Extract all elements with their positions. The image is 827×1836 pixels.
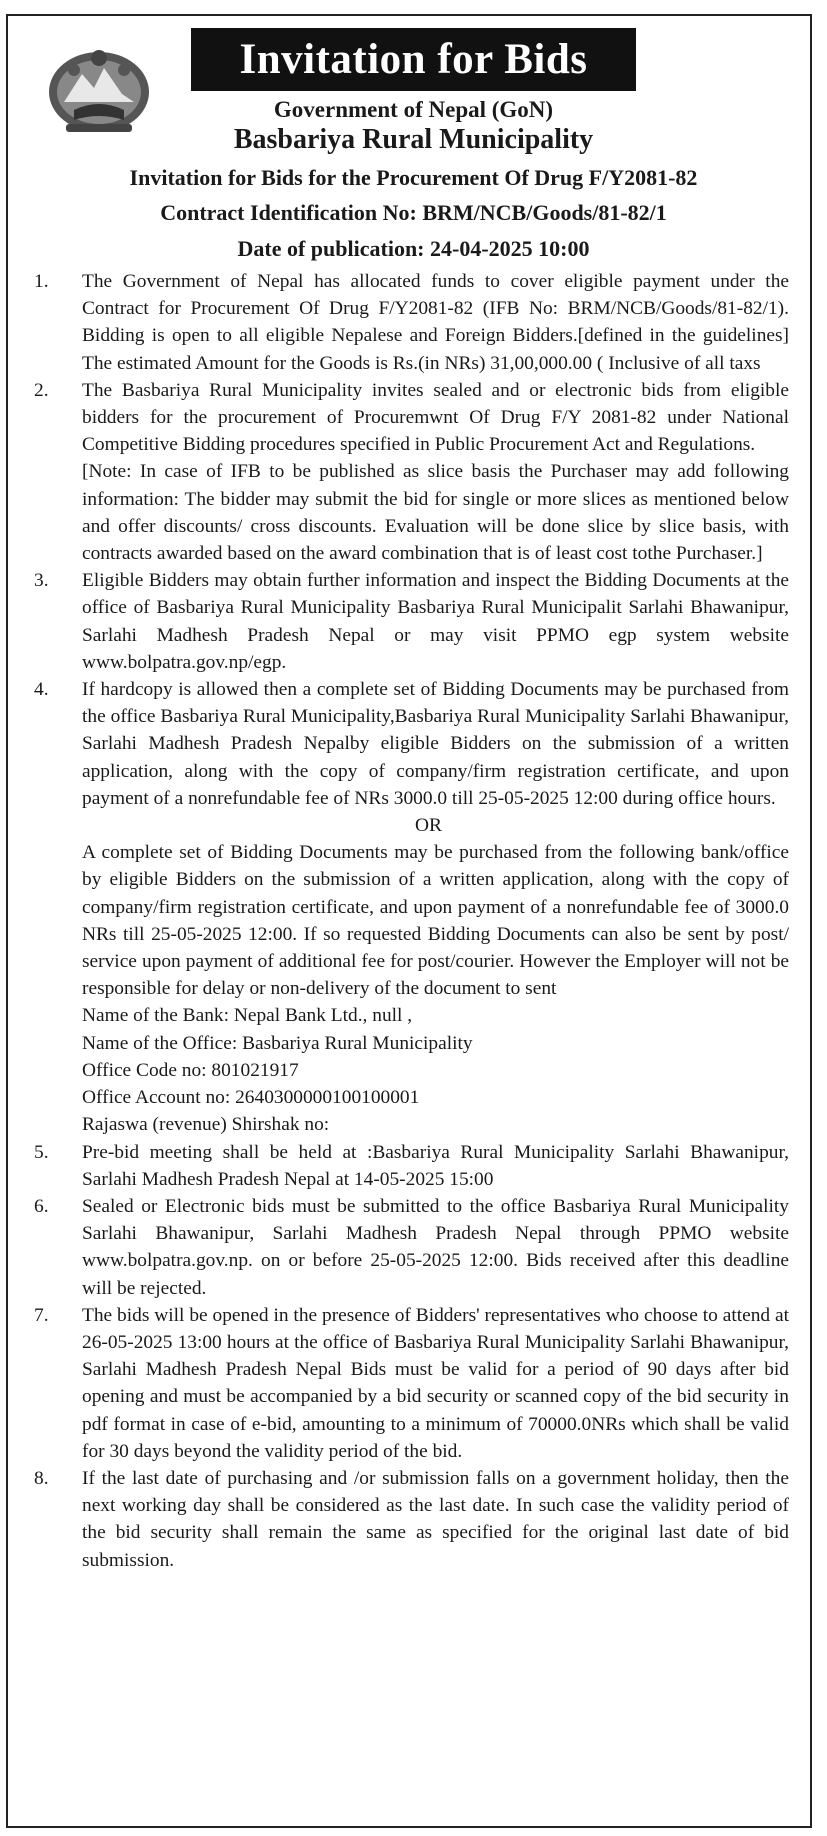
item-text: Eligible Bidders may obtain further information and inspect the Bidding Documents at the office of Basbariya Rural Municipality Basbariya Rural Municipalit Sarlahi Bhawanipur, Sarlahi Madhesh Pradesh Nepal or may visit PPMO egp system website www.bolpatra.gov.np/egp. [82, 570, 789, 673]
item-number: 1. [34, 271, 49, 292]
title-banner [191, 28, 636, 91]
bank-option-text: A complete set of Bidding Documents may be purchased from the following bank/office by eligible Bidders on the submission of a written application, along with the copy of company/firm registration certificate, and upon payment of a nonrefundable fee of 3000.0 NRs till 25-05-2025 12:00. If so requested Bidding Documents can also be sent by post/ service upon payment of additional fee for post/courier. However the Employer will not be responsible for delay or non-delivery of the document to sent [82, 842, 789, 1000]
item-text: The bids will be opened in the presence of Bidders' representatives who choose to attend at 26-05-2025 13:00 hours at the office of Basbariya Rural Municipality Sarlahi Bhawanipur, Sarlahi Madhesh Pradesh Nepal Bids must be valid for a period of 90 days after bid opening and must be accompanied by a bid security or scanned copy of the bid security in pdf format in case of e-bid, amounting to a minimum of 70000.0NRs which shall be valid for 30 days beyond the validity period of the bid. [82, 1304, 789, 1462]
item-number: 7. [34, 1304, 49, 1326]
list-item [0, 377, 827, 459]
item-number: 2. [34, 379, 49, 401]
office-code: Office Code no: 801021917 [82, 1059, 299, 1081]
item-text: If the last date of purchasing and /or submission falls on a government holiday, then the next working day shall be considered as the last date. In such case the validity period of the bid security shall remain the same as specified for the original last date of bid submission. [82, 1467, 789, 1571]
item-number: 6. [34, 1195, 49, 1217]
item-text: The Government of Nepal has allocated funds to cover eligible payment under the Contract for Procurement Of Drug F/Y2081-82 (IFB No: BRM/NCB/Goods/81-82/1). Bidding is open to all eligible Nepalese and Foreign Bidders.[defined in the guidelines] The estimated Amount for the Goods is Rs.(in NRs) 31,00,000.00 ( Inclusive of all taxs [82, 271, 789, 374]
publication-date-heading: Date of publication: 24-04-2025 10:00 [237, 236, 590, 261]
list-item [0, 1302, 827, 1465]
list-item [0, 1139, 827, 1193]
notice-body [0, 268, 827, 1574]
or-separator: OR [415, 815, 442, 837]
office-name: Name of the Office: Basbariya Rural Municipality [82, 1032, 473, 1054]
government-heading: Government of Nepal (GoN) [273, 97, 554, 122]
list-item [0, 268, 827, 377]
procurement-heading: Invitation for Bids for the Procurement Of Drug F/Y2081-82 [129, 165, 698, 190]
list-item [0, 1465, 827, 1574]
revenue-heading: Rajaswa (revenue) Shirshak no: [82, 1114, 330, 1136]
item-text: Pre-bid meeting shall be held at :Basbariya Rural Municipality Sarlahi Bhawanipur, Sarlahi Madhesh Pradesh Nepal at 14-05-2025 15:00 [82, 1141, 789, 1190]
page-title: Invitation for Bids [239, 36, 588, 83]
item-number: 4. [34, 679, 49, 701]
contract-id-heading: Contract Identification No: BRM/NCB/Goods/81-82/1 [160, 200, 667, 225]
item-text: Sealed or Electronic bids must be submitted to the office Basbariya Rural Municipality Sarlahi Bhawanipur, Sarlahi Madhesh Pradesh Nepal through PPMO website www.bolpatra.gov.np. on or before 25-05-2025 12:00. Bids received after this deadline will be rejected. [82, 1195, 789, 1299]
office-account: Office Account no: 2640300000100100001 [82, 1087, 420, 1109]
list-item [0, 567, 827, 676]
item-number: 5. [34, 1141, 49, 1163]
item-text: If hardcopy is allowed then a complete set of Bidding Documents may be purchased from the office Basbariya Rural Municipality,Basbariya Rural Municipality Sarlahi Bhawanipur, Sarlahi Madhesh Pradesh Nepalby eligible Bidders on the submission of a written application, along with the copy of company/firm registration certificate, and upon payment of a nonrefundable fee of NRs 3000.0 till 25-05-2025 12:00 during office hours. [82, 679, 789, 809]
list-item [0, 1193, 827, 1302]
bank-name: Name of the Bank: Nepal Bank Ltd., null , [82, 1005, 413, 1027]
item-number: 8. [34, 1467, 49, 1489]
municipality-heading: Basbariya Rural Municipality [233, 124, 594, 155]
slice-note: [Note: In case of IFB to be published as slice basis the Purchaser may add following information: The bidder may submit the bid for single or more slices as mentioned below and offer discounts/ cross discounts. Evaluation will be done slice by slice basis, with contracts awarded based on the award combination that is of least cost tothe Purchaser.] [82, 461, 789, 565]
item-number: 3. [34, 570, 49, 592]
list-item [0, 676, 827, 812]
item-text: The Basbariya Rural Municipality invites sealed and or electronic bids from eligible bidders for the procurement of Procuremwnt Of Drug F/Y 2081-82 under National Competitive Bidding procedures specified in Public Procurement Act and Regulations. [82, 379, 789, 456]
